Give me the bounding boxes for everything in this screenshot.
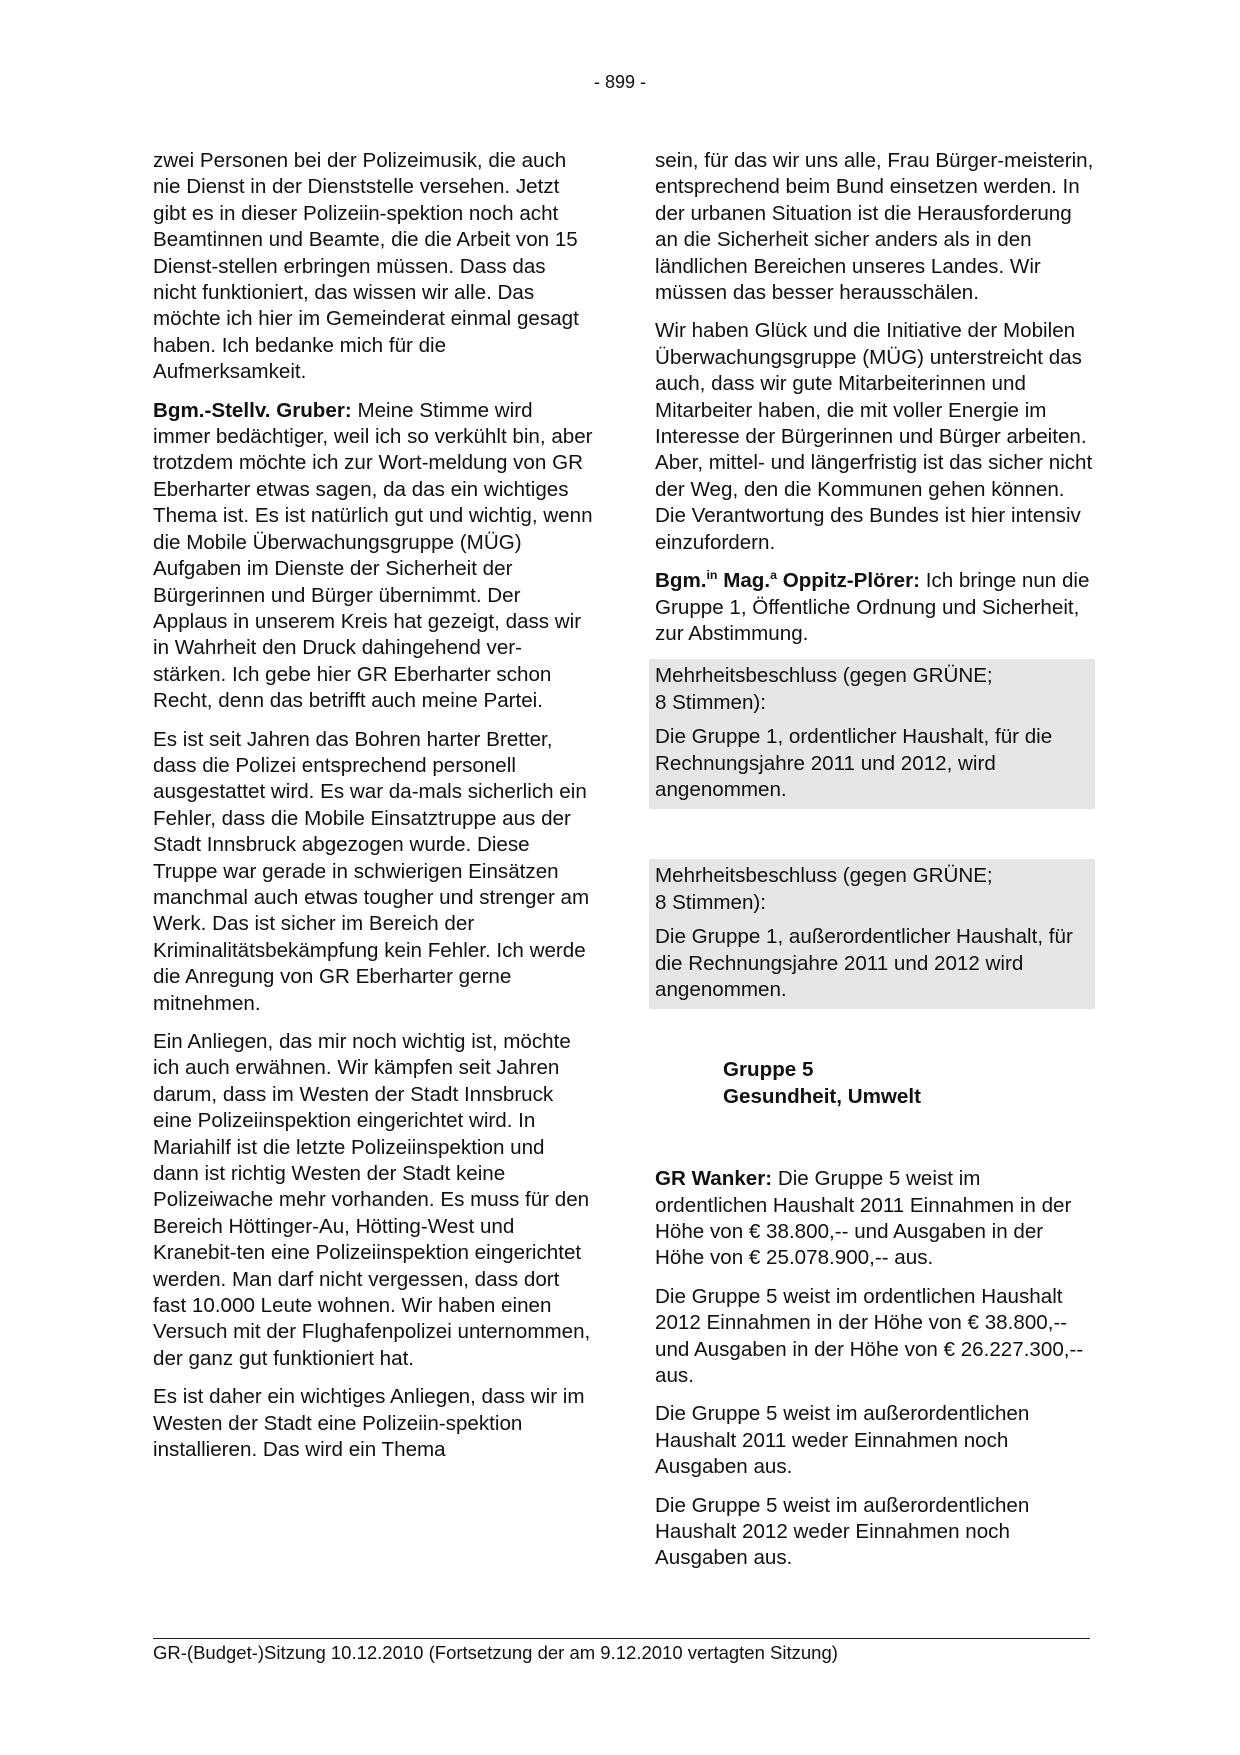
- paragraph-text: Die Gruppe 5 weist im ordentlichen Haushalt 2011 Einnahmen in der Höhe von € 38.800,-- und Ausgaben in der Höhe von € 25.078.900,-- aus.: [655, 1167, 1072, 1270]
- speaker-surname: Oppitz-Plörer:: [776, 569, 920, 593]
- paragraph: Die Gruppe 5 weist im ordentlichen Haushalt 2012 Einnahmen in der Höhe von € 38.800,-- und Ausgaben in der Höhe von € 26.227.300,-- aus.: [655, 1284, 1084, 1388]
- left-column: [153, 148, 593, 1476]
- paragraph: Die Gruppe 5 weist im außerordentlichen Haushalt 2011 weder Einnahmen noch Ausgaben aus.: [655, 1402, 1030, 1479]
- speaker-name: GR Wanker:: [655, 1167, 773, 1191]
- paragraph: Es ist seit Jahren das Bohren harter Bretter, dass die Polizei entsprechend personell ausgestattet wird. Es war da-mals sicherlich ein Fehler, dass die Mobile Einsatztruppe aus der Stadt Innsbruck abgezogen wurde. Diese Truppe war gerade in schwierigen Einsätzen manchmal auch etwas tougher und strenger am Werk. Das ist sicher im Bereich der Kriminalitätsbekämpfung kein Fehler. Ich werde die Anregung von GR Eberharter gerne mitnehmen.: [153, 727, 590, 1015]
- group-heading-line: Gruppe 5: [723, 1058, 814, 1082]
- paragraph: Ein Anliegen, das mir noch wichtig ist, möchte ich auch erwähnen. Wir kämpfen seit Jahren darum, dass im Westen der Stadt Innsbruck eine Polizeiinspektion eingerichtet wird. In Mariahilf ist die letzte Polizeiinspektion und dann ist richtig Westen der Stadt keine Polizeiwache mehr vorhanden. Es muss für den Bereich Höttinger-Au, Hötting-West und Kranebit-ten eine Polizeiinspektion eingerichtet werden. Man darf nicht vergessen, dass dort fast 10.000 Leute wohnen. Wir haben einen Versuch mit der Flughafenpolizei unternommen, der ganz gut funktioniert hat.: [153, 1030, 591, 1370]
- resolution-text: Die Gruppe 1, ordentlicher Haushalt, für die Rechnungsjahre 2011 und 2012, wird angenommen.: [655, 725, 1053, 801]
- speaker-title: Mag.: [717, 569, 771, 593]
- speaker-name: [655, 569, 920, 592]
- vote-line: 8 Stimmen):: [655, 890, 767, 914]
- group-heading-line: Gesundheit, Umwelt: [723, 1084, 921, 1108]
- speaker-title: Bgm.: [655, 569, 707, 593]
- paragraph: [655, 1166, 1095, 1272]
- vote-result: [655, 663, 1089, 716]
- resolution-text: Die Gruppe 1, außerordentlicher Haushalt, für die Rechnungsjahre 2011 und 2012 wird angenommen.: [655, 925, 1073, 1001]
- speaker-superscript: in: [706, 568, 718, 583]
- page-number: - 899 -: [593, 72, 647, 92]
- paragraph: [153, 398, 593, 715]
- vote-line: Mehrheitsbeschluss (gegen GRÜNE;: [655, 864, 993, 888]
- paragraph: zwei Personen bei der Polizeimusik, die auch nie Dienst in der Dienststelle versehen. Jetzt gibt es in dieser Polizeiin-spektion noch acht Beamtinnen und Beamte, die die Arbeit von 15 Dienst-stellen erbringen müssen. Dass das nicht funktioniert, das wissen wir alle. Das möchte ich hier im Gemeinderat einmal gesagt haben. Ich bedanke mich für die Aufmerksamkeit.: [153, 149, 579, 384]
- right-column: [655, 148, 1095, 1584]
- resolution-box: [649, 659, 1095, 809]
- speaker-name: Bgm.-Stellv. Gruber:: [153, 398, 352, 422]
- paragraph: Es ist daher ein wichtiges Anliegen, dass wir im Westen der Stadt eine Polizeiin-spektion installieren. Das wird ein Thema: [153, 1385, 585, 1462]
- paragraph: Wir haben Glück und die Initiative der Mobilen Überwachungsgruppe (MÜG) unterstreicht das auch, dass wir gute Mitarbeiterinnen und Mitarbeiter haben, die mit voller Energie im Interesse der Bürgerinnen und Bürger arbeiten. Aber, mittel- und längerfristig ist das sicher nicht der Weg, den die Kommunen gehen können. Die Verantwortung des Bundes ist hier intensiv einzufordern.: [655, 319, 1093, 554]
- paragraph: sein, für das wir uns alle, Frau Bürger-meisterin, entsprechend beim Bund einsetzen werden. In der urbanen Situation ist die Herausforderung an die Sicherheit sicher anders als in den ländlichen Bereichen unseres Landes. Wir müssen das besser herausschälen.: [655, 149, 1094, 305]
- speaker-superscript: a: [770, 568, 777, 583]
- vote-line: Mehrheitsbeschluss (gegen GRÜNE;: [655, 664, 993, 688]
- vote-line: 8 Stimmen):: [655, 690, 767, 714]
- footer-divider: [153, 1638, 1090, 1639]
- footer-text: GR-(Budget-)Sitzung 10.12.2010 (Fortsetzung der am 9.12.2010 vertagten Sitzung): [153, 1642, 838, 1663]
- paragraph-text: Meine Stimme wird immer bedächtiger, weil ich so verkühlt bin, aber trotzdem möchte ich zur Wort-meldung von GR Eberharter etwas sagen, da das ein wichtiges Thema ist. Es ist natürlich gut und wichtig, wenn die Mobile Überwachungsgruppe (MÜG) Aufgaben im Dienste der Sicherheit der Bürgerinnen und Bürger übernimmt. Der Applaus in unserem Kreis hat gezeigt, dass wir in Wahrheit den Druck dahingehend ver-stärken. Ich gebe hier GR Eberharter schon Recht, denn das betrifft auch meine Partei.: [153, 398, 593, 713]
- paragraph-text: Ich bringe nun die Gruppe 1, Öffentliche Ordnung und Sicherheit, zur Abstimmung.: [655, 569, 1090, 645]
- vote-result: [655, 863, 1089, 916]
- group-heading: [723, 1057, 1095, 1110]
- paragraph: Die Gruppe 5 weist im außerordentlichen Haushalt 2012 weder Einnahmen noch Ausgaben aus.: [655, 1493, 1030, 1570]
- resolution-box: [649, 859, 1095, 1009]
- paragraph: [655, 568, 1095, 647]
